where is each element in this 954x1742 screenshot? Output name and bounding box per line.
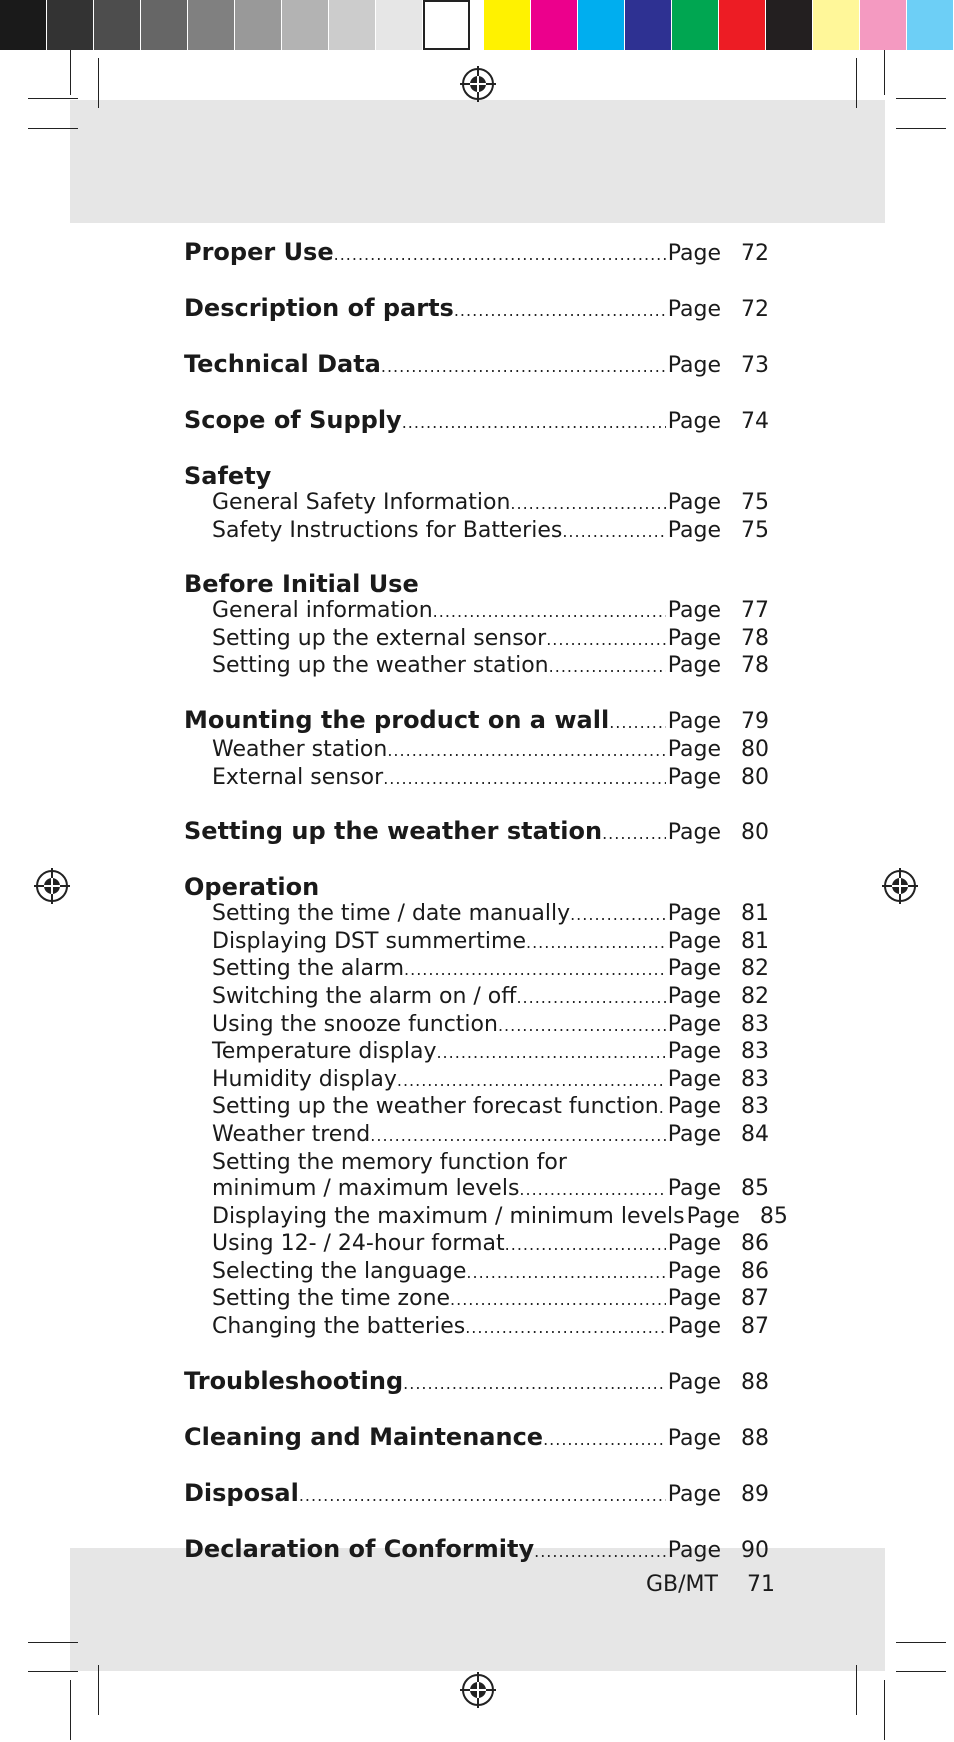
toc-page-label: Page bbox=[667, 1537, 721, 1563]
toc-entry bbox=[184, 929, 769, 957]
toc-page-label: Page bbox=[667, 353, 721, 378]
toc-entry bbox=[184, 1231, 769, 1259]
toc-page-label: Page bbox=[667, 1011, 721, 1037]
toc-entry-title: Description of parts bbox=[184, 294, 454, 322]
toc-page-label: Page bbox=[667, 1231, 721, 1257]
toc-entry-title: Mounting the product on a wall bbox=[184, 705, 610, 734]
toc-page-label: Page bbox=[667, 490, 721, 515]
toc-page-number: 81 bbox=[741, 928, 769, 954]
toc-page-number: 79 bbox=[741, 708, 769, 734]
toc-section bbox=[184, 238, 769, 269]
toc-section bbox=[184, 462, 769, 545]
crop-mark bbox=[884, 50, 885, 95]
toc-entry bbox=[184, 1039, 769, 1067]
toc-page-number: 81 bbox=[741, 901, 769, 927]
toc-entry-title: Technical Data bbox=[184, 350, 381, 378]
toc-leader-dots bbox=[510, 491, 665, 518]
color-swatch bbox=[282, 0, 329, 50]
toc-entry bbox=[184, 1176, 769, 1204]
toc-entry bbox=[184, 406, 769, 437]
toc-entry-title: Using the snooze function bbox=[212, 1011, 498, 1037]
toc-entry-title: Displaying DST summertime bbox=[212, 928, 526, 954]
toc-entry-title: Weather trend bbox=[212, 1121, 371, 1147]
color-swatch bbox=[672, 0, 719, 50]
toc-entry bbox=[184, 626, 769, 654]
toc-section bbox=[184, 294, 769, 325]
toc-page-label: Page bbox=[667, 653, 721, 679]
crop-mark bbox=[896, 1671, 946, 1672]
toc-leader-dots bbox=[562, 519, 665, 546]
toc-leader-dots bbox=[454, 297, 666, 325]
toc-entry bbox=[184, 350, 769, 381]
toc-entry-title: Setting up the weather forecast function bbox=[212, 1094, 659, 1120]
toc-leader-dots bbox=[659, 1095, 666, 1122]
toc-page-label: Page bbox=[667, 1094, 721, 1120]
toc-entry bbox=[184, 1314, 769, 1342]
crop-mark bbox=[98, 1665, 99, 1715]
toc-leader-dots bbox=[505, 1232, 666, 1259]
toc-page-number: 87 bbox=[741, 1286, 769, 1312]
toc-page-number: 74 bbox=[741, 409, 769, 434]
color-swatch bbox=[329, 0, 376, 50]
crop-mark bbox=[70, 1680, 71, 1740]
toc-section-heading: Safety bbox=[184, 462, 272, 490]
toc-entry-title: External sensor bbox=[212, 764, 384, 790]
toc-leader-dots bbox=[516, 985, 665, 1012]
toc-entry bbox=[184, 598, 769, 626]
toc-section bbox=[184, 1367, 769, 1398]
toc-entry bbox=[184, 984, 769, 1012]
toc-entry bbox=[184, 238, 769, 269]
color-swatch bbox=[484, 0, 531, 50]
toc-page-label: Page bbox=[667, 1425, 721, 1451]
toc-leader-dots bbox=[404, 957, 666, 984]
toc-entry bbox=[184, 737, 769, 765]
toc-entry-title: Proper Use bbox=[184, 238, 334, 266]
toc-entry-title: Selecting the language bbox=[212, 1258, 467, 1284]
toc-section bbox=[184, 817, 769, 848]
toc-page-number: 73 bbox=[741, 353, 769, 378]
toc-page-number: 72 bbox=[741, 297, 769, 322]
toc-entry bbox=[184, 1535, 769, 1566]
registration-mark-icon bbox=[460, 66, 496, 102]
crop-mark bbox=[896, 98, 946, 99]
toc-page-number: 83 bbox=[741, 1011, 769, 1037]
toc-page-number: 89 bbox=[741, 1481, 769, 1507]
toc-entry-title: Switching the alarm on / off bbox=[212, 983, 517, 1009]
toc-entry bbox=[184, 1259, 769, 1287]
crop-mark bbox=[28, 98, 78, 99]
toc-leader-dots bbox=[299, 1482, 666, 1510]
toc-leader-dots bbox=[534, 1538, 666, 1566]
color-swatch bbox=[813, 0, 860, 50]
color-swatch bbox=[531, 0, 578, 50]
toc-page-number: 83 bbox=[741, 1094, 769, 1120]
toc-section bbox=[184, 706, 769, 792]
crop-mark bbox=[28, 1671, 78, 1672]
toc-leader-dots bbox=[602, 820, 666, 848]
toc-entry-title: Troubleshooting bbox=[184, 1366, 404, 1395]
toc-page-number: 80 bbox=[741, 820, 769, 846]
toc-entry bbox=[184, 765, 769, 793]
toc-leader-dots bbox=[397, 1068, 666, 1095]
toc-entry bbox=[184, 1203, 788, 1232]
toc-section bbox=[184, 406, 769, 437]
toc-page-number: 85 bbox=[759, 1203, 788, 1229]
toc-leader-dots bbox=[519, 1177, 665, 1204]
toc-entry-title: Scope of Supply bbox=[184, 406, 402, 434]
toc-page-label: Page bbox=[667, 764, 721, 790]
registration-mark-icon bbox=[882, 868, 918, 904]
toc-entry bbox=[184, 490, 769, 518]
toc-entry bbox=[184, 1067, 769, 1095]
toc-page-number: 82 bbox=[741, 983, 769, 1009]
toc-entry-title: Temperature display bbox=[212, 1039, 437, 1065]
color-swatch bbox=[376, 0, 423, 50]
toc-page-label: Page bbox=[667, 820, 721, 846]
toc-page-number: 75 bbox=[741, 490, 769, 515]
page-number: 71 bbox=[746, 1572, 775, 1597]
toc-leader-dots bbox=[526, 930, 666, 957]
color-swatch bbox=[423, 0, 470, 50]
toc-entry-title: General Safety Information bbox=[212, 490, 511, 515]
toc-entry bbox=[184, 294, 769, 325]
color-swatch bbox=[719, 0, 766, 50]
toc-entry-title: Humidity display bbox=[212, 1066, 397, 1092]
toc-leader-dots bbox=[570, 902, 666, 929]
toc-entry bbox=[184, 706, 769, 737]
toc-page-label: Page bbox=[667, 297, 721, 322]
toc-entry bbox=[184, 1479, 769, 1510]
toc-leader-dots bbox=[466, 1260, 665, 1287]
color-swatch bbox=[0, 0, 47, 50]
color-swatch bbox=[578, 0, 625, 50]
toc-section bbox=[184, 570, 769, 681]
toc-page-label: Page bbox=[667, 736, 721, 762]
crop-mark bbox=[884, 1680, 885, 1740]
toc-entry bbox=[184, 956, 769, 984]
toc-page-number: 87 bbox=[741, 1314, 769, 1340]
color-swatch bbox=[141, 0, 188, 50]
crop-mark bbox=[98, 58, 99, 108]
toc-page-label: Page bbox=[667, 409, 721, 434]
crop-mark bbox=[896, 1642, 946, 1643]
page-footer bbox=[646, 1572, 775, 1597]
toc-leader-dots bbox=[370, 1123, 665, 1150]
toc-page-label: Page bbox=[667, 983, 721, 1009]
toc-page-label: Page bbox=[667, 598, 721, 624]
toc-page-label: Page bbox=[667, 708, 721, 734]
toc-leader-dots bbox=[433, 599, 666, 626]
toc-entry bbox=[184, 1286, 769, 1314]
toc-leader-dots bbox=[543, 1426, 666, 1454]
toc-section bbox=[184, 873, 788, 1342]
toc-page-label: Page bbox=[667, 1066, 721, 1092]
toc-page-label: Page bbox=[667, 1258, 721, 1284]
toc-entry-title: Safety Instructions for Batteries bbox=[212, 517, 563, 543]
toc-leader-dots bbox=[549, 654, 666, 681]
toc-entry bbox=[184, 653, 769, 681]
toc-leader-dots bbox=[436, 1040, 665, 1067]
toc-page-label: Page bbox=[667, 1481, 721, 1507]
toc-page-number: 85 bbox=[741, 1176, 769, 1202]
toc-page-number: 78 bbox=[741, 653, 769, 679]
toc-section bbox=[184, 1535, 769, 1566]
toc-entry bbox=[184, 1094, 769, 1122]
toc-page-number: 80 bbox=[741, 736, 769, 762]
toc-page-number: 75 bbox=[741, 517, 769, 543]
toc-entry bbox=[184, 1423, 769, 1454]
toc-leader-dots bbox=[381, 353, 666, 381]
toc-page-label: Page bbox=[667, 1369, 721, 1395]
toc-entry bbox=[184, 901, 769, 929]
crop-mark bbox=[896, 128, 946, 129]
toc-entry-title: Setting the time / date manually bbox=[212, 901, 571, 927]
color-bar-process bbox=[484, 0, 954, 50]
crop-mark bbox=[856, 1665, 857, 1715]
toc-page-label: Page bbox=[667, 1039, 721, 1065]
registration-mark-icon bbox=[34, 868, 70, 904]
language-code: GB/MT bbox=[646, 1572, 718, 1597]
toc-entry bbox=[184, 1122, 769, 1150]
toc-entry-title: Displaying the maximum / minimum levels bbox=[212, 1203, 685, 1229]
toc-entry-title: Setting the time zone bbox=[212, 1286, 451, 1312]
toc-entry-title: Setting up the external sensor bbox=[212, 625, 547, 651]
toc-page-number: 84 bbox=[741, 1121, 769, 1147]
toc-entry-title: Declaration of Conformity bbox=[184, 1534, 535, 1563]
toc-page-number: 88 bbox=[741, 1425, 769, 1451]
toc-leader-dots bbox=[609, 709, 666, 737]
color-swatch bbox=[47, 0, 94, 50]
color-swatch bbox=[766, 0, 813, 50]
toc-page-label: Page bbox=[667, 928, 721, 954]
toc-leader-dots bbox=[450, 1287, 666, 1314]
toc-section bbox=[184, 1423, 769, 1454]
toc-page-label: Page bbox=[667, 517, 721, 543]
toc-entry-title: Weather station bbox=[212, 736, 388, 762]
crop-mark bbox=[856, 58, 857, 108]
toc-page-number: 86 bbox=[741, 1231, 769, 1257]
toc-entry-title: General information bbox=[212, 598, 433, 624]
toc-entry bbox=[184, 1367, 769, 1398]
table-of-contents bbox=[184, 238, 788, 1591]
toc-entry-title: Changing the batteries bbox=[212, 1314, 466, 1340]
toc-leader-dots bbox=[387, 738, 665, 765]
header-band bbox=[70, 100, 885, 223]
registration-mark-icon bbox=[460, 1672, 496, 1708]
toc-page-number: 78 bbox=[741, 625, 769, 651]
toc-page-number: 88 bbox=[741, 1369, 769, 1395]
toc-section-heading: Operation bbox=[184, 873, 320, 902]
toc-leader-dots bbox=[403, 1370, 666, 1398]
toc-page-label: Page bbox=[667, 1314, 721, 1340]
toc-entry-title: Setting up the weather station bbox=[212, 653, 549, 679]
toc-section bbox=[184, 350, 769, 381]
toc-entry-title: Setting up the weather station bbox=[184, 817, 603, 846]
crop-mark bbox=[28, 128, 78, 129]
toc-page-label: Page bbox=[667, 1286, 721, 1312]
toc-leader-dots bbox=[465, 1315, 666, 1342]
toc-page-number: 86 bbox=[741, 1258, 769, 1284]
toc-entry-title: Using 12- / 24-hour format bbox=[212, 1231, 505, 1257]
toc-leader-dots bbox=[334, 241, 666, 269]
toc-entry bbox=[184, 1012, 769, 1040]
toc-leader-dots bbox=[383, 766, 666, 793]
toc-page-label: Page bbox=[667, 241, 721, 266]
toc-section-heading: Before Initial Use bbox=[184, 570, 419, 599]
color-swatch bbox=[907, 0, 954, 50]
toc-page-label: Page bbox=[667, 1176, 721, 1202]
toc-leader-dots bbox=[402, 409, 666, 437]
toc-page-number: 82 bbox=[741, 956, 769, 982]
color-swatch bbox=[235, 0, 282, 50]
toc-page-number: 72 bbox=[741, 241, 769, 266]
color-swatch bbox=[860, 0, 907, 50]
toc-entry-title: Setting the alarm bbox=[212, 956, 405, 982]
toc-leader-dots bbox=[546, 627, 666, 654]
crop-mark bbox=[70, 50, 71, 95]
toc-page-number: 83 bbox=[741, 1066, 769, 1092]
toc-page-number: 77 bbox=[741, 598, 769, 624]
color-bar-grayscale bbox=[0, 0, 470, 50]
color-swatch bbox=[94, 0, 141, 50]
toc-page-label: Page bbox=[667, 1121, 721, 1147]
toc-entry bbox=[184, 518, 769, 546]
toc-page-label: Page bbox=[667, 956, 721, 982]
toc-entry-title: Setting the memory function for bbox=[212, 1149, 567, 1175]
crop-mark bbox=[28, 1642, 78, 1643]
toc-page-label: Page bbox=[667, 625, 721, 651]
color-swatch bbox=[188, 0, 235, 50]
toc-page-number: 80 bbox=[741, 764, 769, 790]
toc-entry-title: Disposal bbox=[184, 1478, 299, 1507]
toc-page-number: 90 bbox=[741, 1537, 769, 1563]
toc-section bbox=[184, 1479, 769, 1510]
color-swatch bbox=[625, 0, 672, 50]
toc-entry-title: Cleaning and Maintenance bbox=[184, 1422, 544, 1451]
toc-leader-dots bbox=[498, 1013, 666, 1040]
toc-page-label: Page bbox=[667, 901, 721, 927]
toc-entry-title: minimum / maximum levels bbox=[212, 1176, 520, 1202]
toc-entry bbox=[184, 817, 769, 848]
toc-page-label: Page bbox=[686, 1203, 740, 1229]
toc-page-number: 83 bbox=[741, 1039, 769, 1065]
